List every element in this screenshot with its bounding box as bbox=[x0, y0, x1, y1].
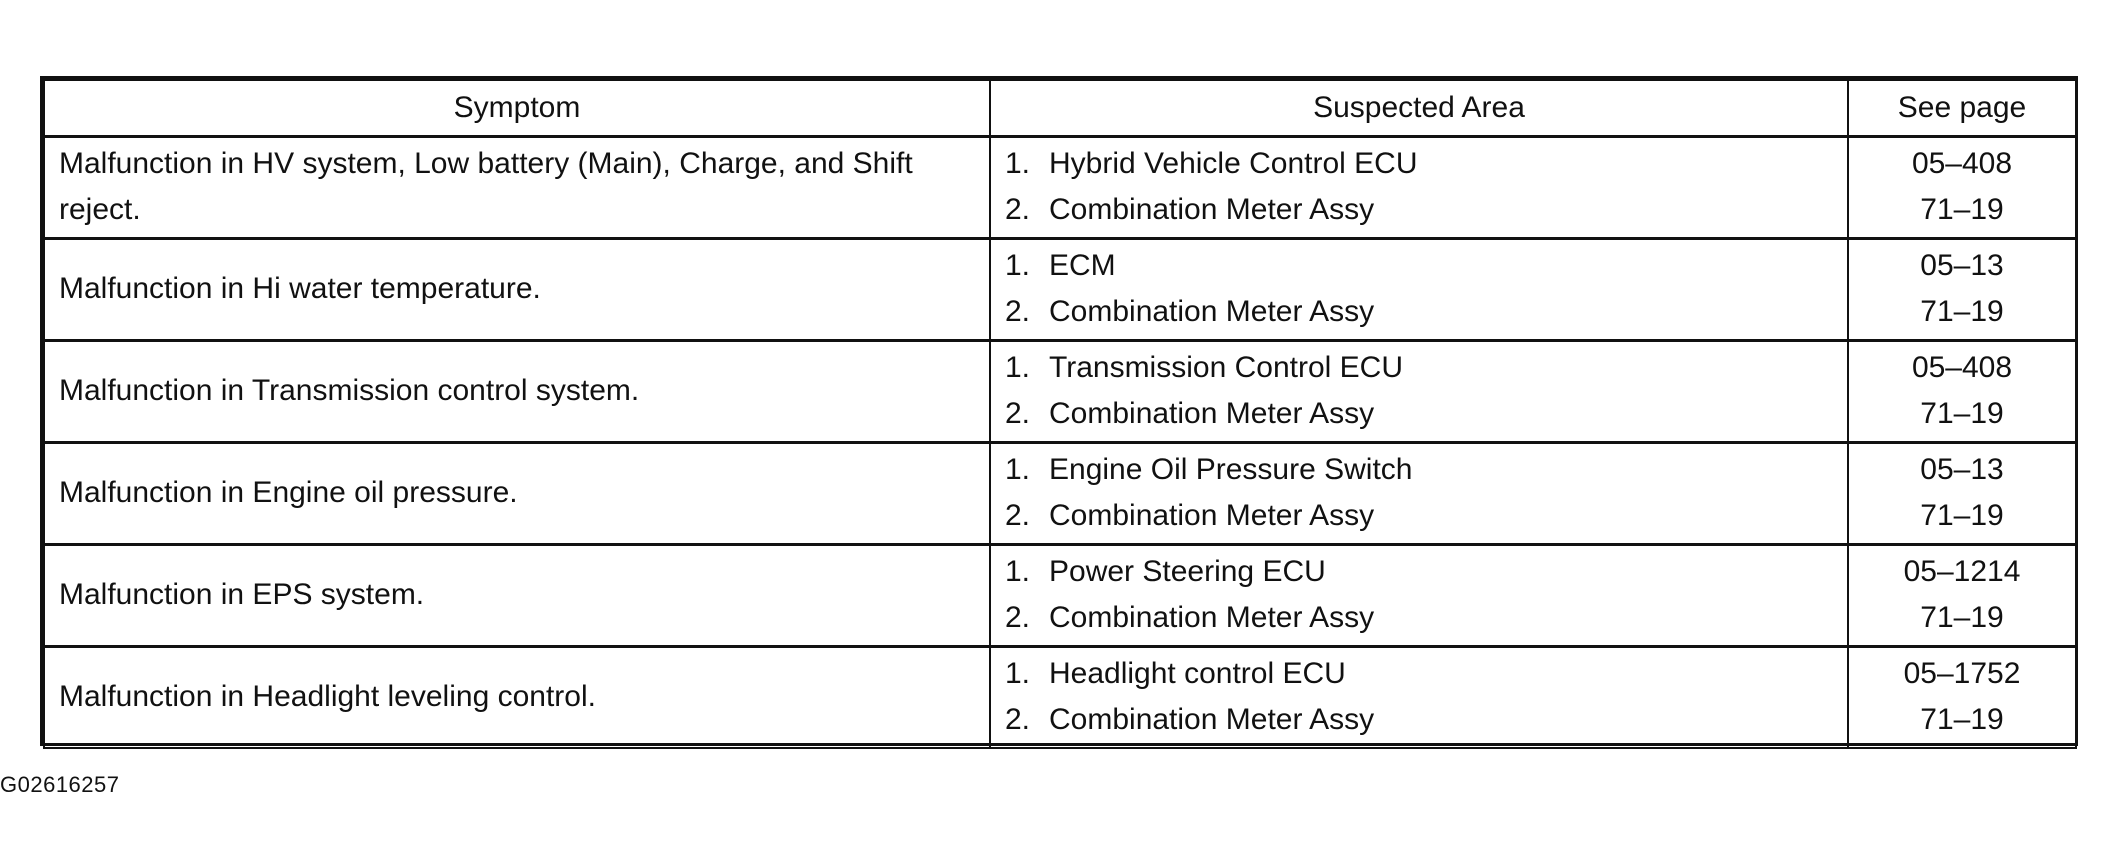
see-page-cell bbox=[1848, 442, 2076, 544]
area-item bbox=[1005, 391, 1833, 437]
area-item bbox=[1005, 595, 1833, 641]
area-item-name: Engine Oil Pressure Switch bbox=[1049, 453, 1413, 486]
area-item-name: Combination Meter Assy bbox=[1049, 397, 1375, 430]
table-header-row bbox=[44, 80, 2076, 136]
page-reference: 05–13 bbox=[1920, 249, 2004, 282]
table-row bbox=[44, 442, 2076, 544]
suspected-area-cell bbox=[990, 238, 1848, 340]
area-item-name: Combination Meter Assy bbox=[1049, 703, 1375, 737]
symptom-cell: Malfunction in HV system, Low battery (Main), Charge, and Shift reject. bbox=[44, 136, 990, 238]
header-see-page: See page bbox=[1848, 80, 2076, 136]
area-item bbox=[1005, 141, 1833, 187]
diagnosis-table bbox=[43, 79, 2077, 749]
area-item-number: 2. bbox=[1005, 397, 1031, 430]
symptom-cell: Malfunction in Headlight leveling control. bbox=[44, 646, 990, 748]
symptom-cell: Malfunction in Transmission control system. bbox=[44, 340, 990, 442]
page-reference: 71–19 bbox=[1920, 703, 2004, 737]
page-reference: 71–19 bbox=[1920, 499, 2004, 532]
table-row bbox=[44, 646, 2076, 748]
area-item-name: Hybrid Vehicle Control ECU bbox=[1049, 147, 1418, 180]
area-item-name: Transmission Control ECU bbox=[1049, 351, 1403, 384]
suspected-area-cell bbox=[990, 646, 1848, 748]
page-reference: 71–19 bbox=[1920, 601, 2004, 634]
table-row bbox=[44, 136, 2076, 238]
area-item-number: 2. bbox=[1005, 703, 1031, 737]
header-suspected-area: Suspected Area bbox=[990, 80, 1848, 136]
area-item bbox=[1005, 187, 1833, 233]
see-page-cell bbox=[1848, 340, 2076, 442]
area-item bbox=[1005, 289, 1833, 335]
page-reference: 71–19 bbox=[1920, 397, 2004, 430]
area-item-number: 1. bbox=[1005, 555, 1031, 588]
symptom-cell: Malfunction in EPS system. bbox=[44, 544, 990, 646]
area-item-name: ECM bbox=[1049, 249, 1116, 282]
diagnosis-table-frame bbox=[40, 76, 2078, 746]
suspected-area-cell bbox=[990, 136, 1848, 238]
page-reference: 05–408 bbox=[1911, 351, 2013, 384]
symptom-cell: Malfunction in Engine oil pressure. bbox=[44, 442, 990, 544]
area-item bbox=[1005, 549, 1833, 595]
area-item bbox=[1005, 447, 1833, 493]
area-item bbox=[1005, 697, 1833, 743]
header-symptom: Symptom bbox=[44, 80, 990, 136]
see-page-cell bbox=[1848, 136, 2076, 238]
area-item-name: Combination Meter Assy bbox=[1049, 295, 1375, 328]
figure-code: G02616257 bbox=[0, 772, 120, 797]
area-item-number: 1. bbox=[1005, 453, 1031, 486]
area-item-name: Combination Meter Assy bbox=[1049, 601, 1375, 634]
table-row bbox=[44, 544, 2076, 646]
symptom-cell: Malfunction in Hi water temperature. bbox=[44, 238, 990, 340]
area-item-name: Headlight control ECU bbox=[1049, 657, 1346, 691]
area-item-number: 2. bbox=[1005, 601, 1031, 634]
table-row bbox=[44, 340, 2076, 442]
area-item-number: 1. bbox=[1005, 147, 1031, 180]
area-item bbox=[1005, 493, 1833, 539]
see-page-cell bbox=[1848, 544, 2076, 646]
table-row bbox=[44, 238, 2076, 340]
area-item-number: 2. bbox=[1005, 193, 1031, 226]
page-reference: 05–1752 bbox=[1903, 657, 2021, 691]
see-page-cell bbox=[1848, 238, 2076, 340]
page-reference: 71–19 bbox=[1920, 193, 2004, 226]
area-item-number: 2. bbox=[1005, 295, 1031, 328]
area-item-name: Combination Meter Assy bbox=[1049, 193, 1375, 226]
see-page-cell bbox=[1848, 646, 2076, 748]
page-reference: 05–408 bbox=[1911, 147, 2013, 180]
area-item bbox=[1005, 243, 1833, 289]
suspected-area-cell bbox=[990, 544, 1848, 646]
area-item-number: 1. bbox=[1005, 249, 1031, 282]
suspected-area-cell bbox=[990, 340, 1848, 442]
page-reference: 05–13 bbox=[1920, 453, 2004, 486]
area-item-number: 2. bbox=[1005, 499, 1031, 532]
page-reference: 05–1214 bbox=[1903, 555, 2021, 588]
area-item-name: Power Steering ECU bbox=[1049, 555, 1326, 588]
area-item-number: 1. bbox=[1005, 657, 1031, 691]
area-item bbox=[1005, 651, 1833, 697]
area-item-name: Combination Meter Assy bbox=[1049, 499, 1375, 532]
area-item-number: 1. bbox=[1005, 351, 1031, 384]
page-reference: 71–19 bbox=[1920, 295, 2004, 328]
area-item bbox=[1005, 345, 1833, 391]
suspected-area-cell bbox=[990, 442, 1848, 544]
